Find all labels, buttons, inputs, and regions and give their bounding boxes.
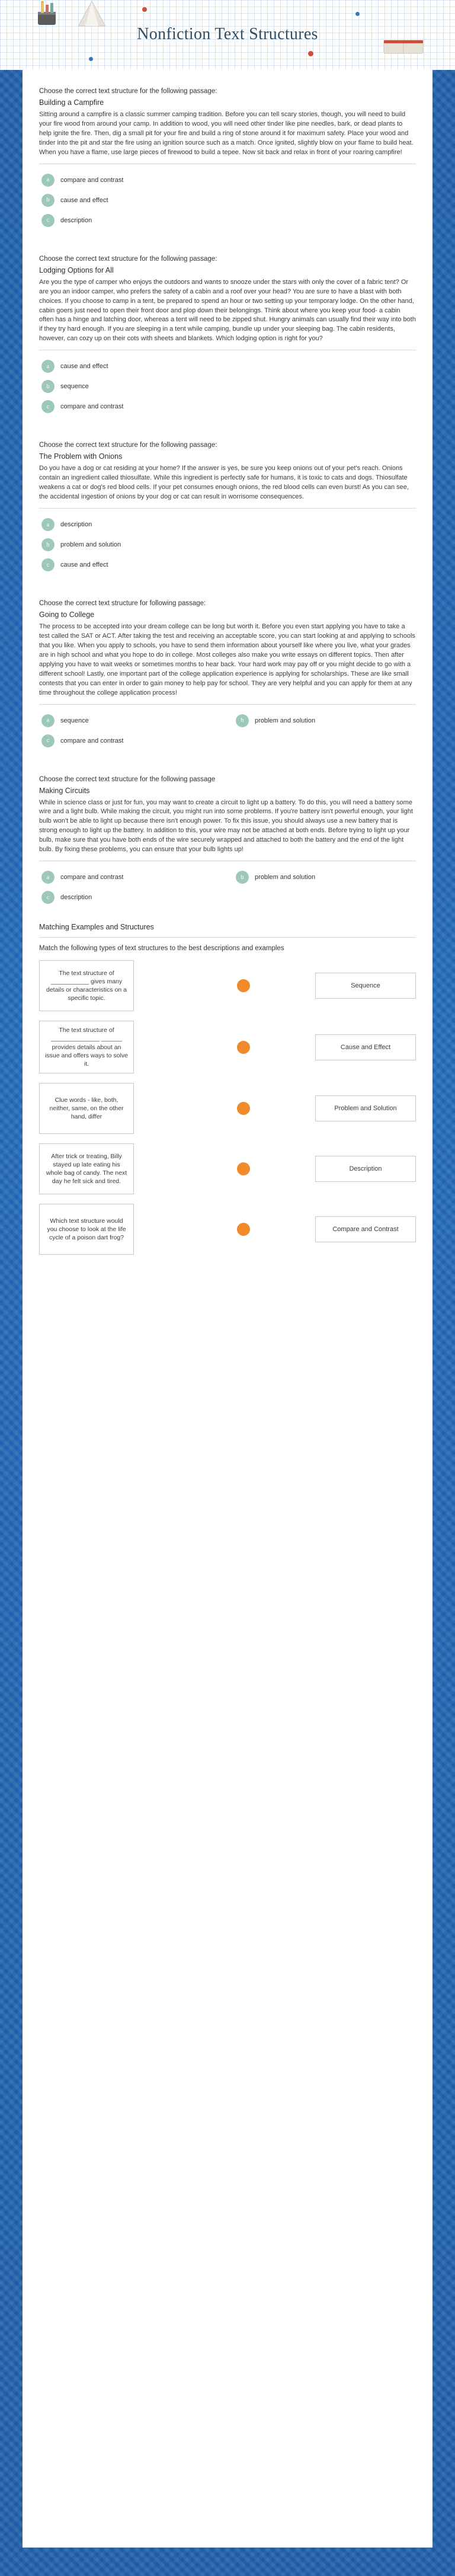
option-letter-bubble: a xyxy=(41,518,55,531)
matching-instructions: Match the following types of text structures to the best descriptions and examples xyxy=(39,945,284,953)
option-label: cause and effect xyxy=(60,363,108,370)
answer-option[interactable] xyxy=(33,190,422,210)
page-title: Nonfiction Text Structures xyxy=(137,25,318,43)
option-label: compare and contrast xyxy=(60,176,124,184)
option-label: description xyxy=(60,216,92,224)
pencil-cup-icon xyxy=(28,1,66,26)
answer-option[interactable] xyxy=(33,867,228,887)
matching-row xyxy=(39,1143,416,1194)
option-label: sequence xyxy=(60,717,89,724)
option-label: problem and solution xyxy=(255,874,316,881)
option-letter-bubble: c xyxy=(41,734,55,747)
question-prompt: Choose the correct text structure for following passage: xyxy=(39,600,206,607)
option-letter-bubble: c xyxy=(41,214,55,227)
matching-left-card[interactable]: Which text structure would you choose to look at the life cycle of a poison dart frog? xyxy=(39,1204,134,1255)
answer-options xyxy=(33,711,422,751)
worksheet-sheet xyxy=(23,70,432,2548)
option-letter-bubble: b xyxy=(236,714,249,727)
option-label: description xyxy=(60,521,92,528)
answer-option[interactable] xyxy=(228,711,422,731)
matching-section-title: Matching Examples and Structures xyxy=(39,923,154,932)
option-letter-bubble: b xyxy=(41,380,55,393)
question-prompt: Choose the correct text structure for the following passage: xyxy=(39,442,217,449)
matching-knob-left[interactable] xyxy=(237,1162,250,1175)
page-header xyxy=(0,0,455,70)
matching-connector xyxy=(134,1143,315,1194)
option-letter-bubble: c xyxy=(41,400,55,413)
answer-option[interactable] xyxy=(33,170,422,190)
divider xyxy=(39,937,416,938)
option-label: problem and solution xyxy=(60,541,121,548)
passage-text: Sitting around a campfire is a classic summer camping tradition. Before you can tell scary stories, though, you will need to build your fire wood from around your camp. In addition to wood, you will need other tinder like pine needles, bark, or dead plants to help ignite the fire. Then, dig a small pit for your fire and build a ring of stone around it for maximum safety. Place your wood and tinder into the pit and star the fire using an ignition source such as a match. Once ignited, slightly blow on your flame to build heat. When you have a flame, use large pieces of firewood to build a tepee. Now sit back and relax in front of your roaring campfire! xyxy=(39,111,414,156)
passage-text: While in science class or just for fun, you may want to create a circuit to light up a battery. To do this, you will need a battery some wire and a light bulb. While making the circuit, you might run into some problems. If you're battery isn't powerful enough, your light bulb won't be able to light up because there isn't enough power. To fix this issue, you should always use a new battery that is strong enough to light up the battery. In addition to this, your wire may not be attached at both ends. Before trying to light up your bulb, make sure that you have both ends of the wire securely wrapped and attached to both the battery and the end of the light bulb. By fixing these problems, you can ensure that your bulb lights up! xyxy=(39,798,413,854)
option-letter-bubble: a xyxy=(41,714,55,727)
option-letter-bubble: a xyxy=(41,360,55,373)
passage-title: The Problem with Onions xyxy=(39,452,123,461)
option-letter-bubble: b xyxy=(236,871,249,884)
matching-area xyxy=(39,960,416,1255)
option-label: compare and contrast xyxy=(60,737,124,744)
option-label: cause and effect xyxy=(60,196,108,204)
matching-row xyxy=(39,1021,416,1073)
option-letter-bubble: c xyxy=(41,891,55,904)
matching-right-card[interactable]: Cause and Effect xyxy=(315,1034,416,1060)
option-letter-bubble: c xyxy=(41,558,55,571)
question-block xyxy=(33,88,422,231)
matching-connector xyxy=(134,1204,315,1255)
answer-options xyxy=(33,867,422,907)
matching-left-card[interactable]: Clue words - like, both, neither, same, on the other hand, differ xyxy=(39,1083,134,1134)
matching-knob-left[interactable] xyxy=(237,1102,250,1115)
question-prompt: Choose the correct text structure for the following passage: xyxy=(39,88,217,95)
option-label: problem and solution xyxy=(255,717,316,724)
matching-connector xyxy=(134,960,315,1011)
passage-title: Building a Campfire xyxy=(39,98,104,107)
answer-options xyxy=(33,514,422,575)
decor-dot-blue-2 xyxy=(89,57,93,61)
option-letter-bubble: b xyxy=(41,194,55,207)
passage-title: Lodging Options for All xyxy=(39,266,114,274)
question-block xyxy=(33,442,422,575)
answer-option[interactable] xyxy=(33,555,422,575)
passage-title: Making Circuits xyxy=(39,786,90,795)
answer-option[interactable] xyxy=(33,210,422,231)
answer-option[interactable] xyxy=(228,867,422,887)
passage-text: Do you have a dog or cat residing at your home? If the answer is yes, be sure you keep onions out of your pet's reach. Onions contain an ingredient called thiosulfate. While this ingredient is perfectly safe for humans, it is toxic to cats and dogs. Thiosulfate weakens a cat or dog's red blood cells. If your pet consumes enough onions, the red blood cells can even burst! As you can see, the accidental ingestion of onions by your dog or cat can result in worrisome consequences. xyxy=(39,465,409,501)
option-label: compare and contrast xyxy=(60,874,124,881)
matching-right-card[interactable]: Compare and Contrast xyxy=(315,1216,416,1242)
question-block xyxy=(33,776,422,908)
option-label: sequence xyxy=(60,383,89,391)
matching-knob-left[interactable] xyxy=(237,1041,250,1054)
divider xyxy=(39,508,416,509)
decor-dot-red xyxy=(142,7,147,12)
answer-options xyxy=(33,170,422,231)
paper-cone-icon xyxy=(76,0,108,28)
matching-knob-left[interactable] xyxy=(237,979,250,992)
answer-option[interactable] xyxy=(33,397,422,417)
question-block xyxy=(33,600,422,751)
answer-option[interactable] xyxy=(33,514,422,535)
matching-row xyxy=(39,1083,416,1134)
matching-connector xyxy=(134,1083,315,1134)
matching-row xyxy=(39,1204,416,1255)
option-label: description xyxy=(60,894,92,902)
question-prompt: Choose the correct text structure for the following passage xyxy=(39,775,216,783)
answer-option[interactable] xyxy=(33,711,228,731)
option-letter-bubble: a xyxy=(41,871,55,884)
matching-knob-left[interactable] xyxy=(237,1223,250,1236)
answer-options xyxy=(33,356,422,417)
matching-left-card[interactable]: The text structure of ___________ gives many details or characteristics on a specific topic. xyxy=(39,960,134,1011)
divider xyxy=(39,704,416,705)
passage-text: The process to be accepted into your dream college can be long but worth it. Before you even start applying you have to take a test called the SAT or ACT. After taking the test and receiving an acceptable score, you can start looking at and applying to schools that you like. When you apply to schools, you have to send them information about yourself like where you live, what your grades are in high school and what you hope to do in college. Most colleges also make you write essays on different topics. Then after applying you have to wait weeks or sometimes months to hear back. Your hard work may pay off or you might decide to go with a different school! Lastly, one important part of the college application experience is applying for scholarships. These are like small contests that you can enter in order to gain money to help pay for school. They are very helpful and you can apply for them at any time throughout the college application process! xyxy=(39,623,415,696)
decor-dot-blue xyxy=(355,12,360,16)
decor-dot-red-2 xyxy=(308,51,313,56)
matching-right-card[interactable]: Problem and Solution xyxy=(315,1095,416,1121)
option-label: cause and effect xyxy=(60,561,108,568)
option-letter-bubble: b xyxy=(41,538,55,551)
matching-left-card[interactable]: The text structure of ______________ ______ provides details about an issue and offers ways to solve it. xyxy=(39,1021,134,1073)
matching-row xyxy=(39,960,416,1011)
answer-option[interactable] xyxy=(33,356,422,376)
question-block xyxy=(33,255,422,417)
matching-connector xyxy=(134,1022,315,1073)
matching-left-card[interactable]: After trick or treating, Billy stayed up late eating his whole bag of candy. The next day he felt sick and tired. xyxy=(39,1143,134,1194)
answer-option[interactable] xyxy=(33,887,228,907)
answer-option[interactable] xyxy=(33,376,422,397)
passage-text: Are you the type of camper who enjoys the outdoors and wants to snooze under the stars with only the cover of a fabric tent? Or are you an indoor camper, who prefers the safety of a cabin and a roof over your head? You are sure to have a blast with both choices. If you choose to camp in a tent, be prepared to spend an hour or two setting up your temporary lodge. On the other hand, cabin goers just need to open their front door and plop down their belongings. Think about where you keep your food- a cabin often has a hinge and latching door, whereas a tent will need to be zipped shut. Hungry animals can usually find their way into both if they try hard enough. If you are sleeping in a tent while camping, bundle up under your sleeping bag. The cabin residents, however, can cozy up on their cots with sheets and blankets. Which lodging option is right for you? xyxy=(39,278,416,343)
question-prompt: Choose the correct text structure for the following passage: xyxy=(39,255,217,263)
passage-title: Going to College xyxy=(39,611,95,619)
option-letter-bubble: a xyxy=(41,174,55,187)
matching-right-card[interactable]: Sequence xyxy=(315,973,416,999)
answer-option[interactable] xyxy=(33,535,422,555)
answer-option[interactable] xyxy=(33,731,228,751)
matching-right-card[interactable]: Description xyxy=(315,1156,416,1182)
option-label: compare and contrast xyxy=(60,403,124,411)
